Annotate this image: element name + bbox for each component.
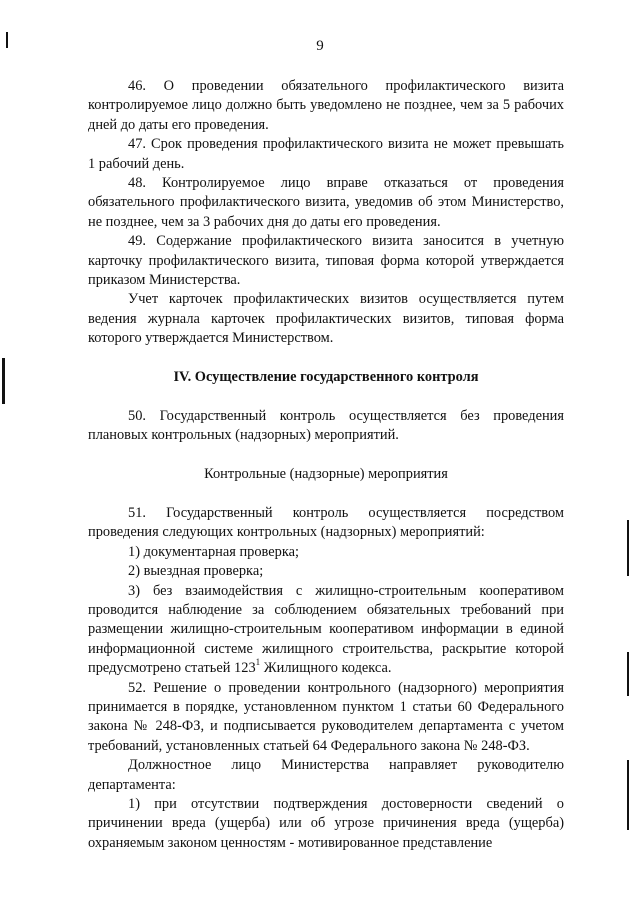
paragraph-51-item-2: 2) выездная проверка; [128,563,264,580]
paragraph-46: 46. О проведении обязательного профилактического визита контролируемое лицо должно быть уведомлено не позднее, чем за 5 рабочих дней до даты его проведения. [88,78,564,133]
scan-mark-left-mid [2,358,5,404]
scan-mark-right-3 [627,760,629,830]
scan-mark-right-1 [627,520,629,576]
paragraph-51-item-1: 1) документарная проверка; [128,543,299,560]
spacer [88,446,564,465]
paragraph-official-item-1: 1) при отсутствии подтверждения достоверности сведений о причинении вреда (ущерба) или об угрозе причинения вреда (ущерба) охраняемым законом ценностям - мотивированное представление [88,795,564,851]
item-3-text-end: Жилищного кодекса. [260,660,392,677]
paragraph-51-item-3 [88,582,564,679]
document-body [88,77,564,853]
spacer [88,484,564,503]
paragraph-50: 50. Государственный контроль осуществляется без проведения плановых контрольных (надзорных) мероприятий. [88,407,564,444]
spacer [88,349,564,368]
paragraph-51: 51. Государственный контроль осуществляется посредством проведения следующих контрольных (надзорных) мероприятий: [88,504,564,541]
article-superscript: 1 [255,657,261,668]
paragraph-journal: Учет карточек профилактических визитов осуществляется путем ведения журнала карточек профилактических визитов, типовая форма которого утверждается Министерством. [88,291,564,347]
scan-mark-right-2 [627,652,629,696]
page-number: 9 [316,38,324,54]
item-3-text: 3) без взаимодействия с жилищно-строительным кооперативом проводится наблюдение за соблюдением обязательных требований при размещении жилищно-строительным кооперативом информации в единой информационной системе жилищного строительства, раскрытие которой предусмотрено статьей 123 [88,582,564,677]
paragraph-49: 49. Содержание профилактического визита заносится в учетную карточку профилактического визита, типовая форма которой утверждается приказом Министерства. [88,233,564,289]
paragraph-47: 47. Срок проведения профилактического визита не может превышать 1 рабочий день. [88,136,564,172]
subsection-heading: Контрольные (надзорные) мероприятия [204,466,448,483]
spacer [88,387,564,406]
paragraph-48: 48. Контролируемое лицо вправе отказаться от проведения обязательного профилактического визита, уведомив об этом Министерство, не позднее, чем за 3 рабочих дня до даты его проведения. [88,175,564,230]
paragraph-official: Должностное лицо Министерства направляет руководителю департамента: [88,757,564,793]
section-heading: IV. Осуществление государственного контроля [173,369,479,386]
paragraph-52: 52. Решение о проведении контрольного (надзорного) мероприятия принимается в порядке, установленном пунктом 1 статьи 60 Федерального закона № 248-ФЗ, и подписывается руководителем департамента с учетом требований, установленных статьей 64 Федерального закона № 248-ФЗ. [88,679,564,754]
